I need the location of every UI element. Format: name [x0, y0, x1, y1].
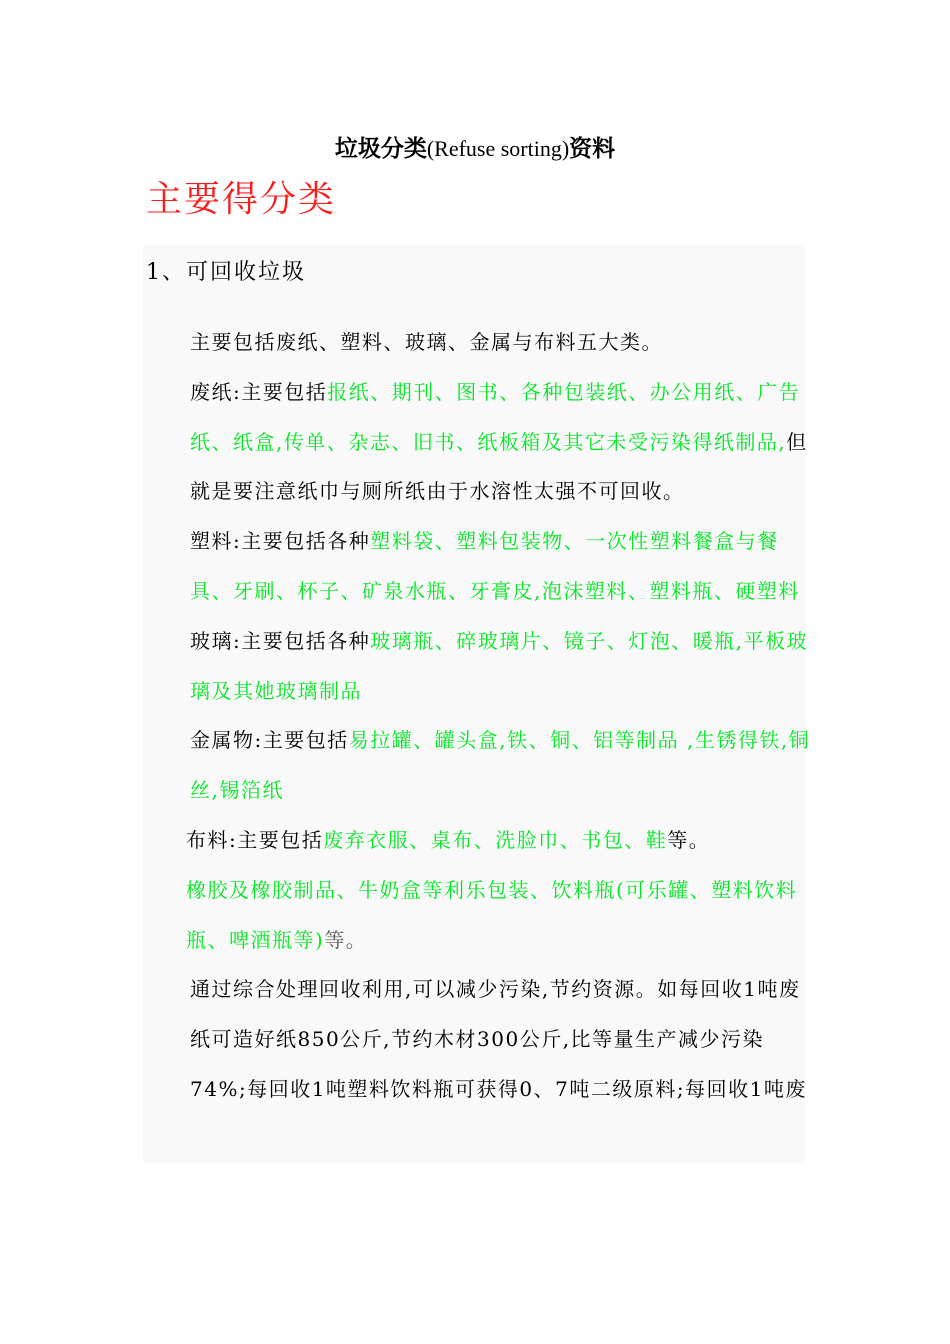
rubber-tail: 等。	[324, 927, 368, 952]
section-heading-recyclable: 1、可回收垃圾	[146, 260, 306, 285]
title-latin-part: (Refuse sorting)	[426, 136, 570, 161]
paper-items: 报纸、期刊、图书、各种包装纸、办公用纸、广告纸、纸盒,传单、杂志、旧书、纸板箱及其它未受污染得纸制品,	[190, 379, 801, 454]
paragraph-benefits: 通过综合处理回收利用,可以减少污染,节约资源。如每回收1吨废纸可造好纸850公斤,节约木材300公斤,比等量生产减少污染74%;每回收1吨塑料饮料瓶可获得0、7吨二级原料;每回收1吨废	[190, 977, 807, 1101]
fabric-lead: 布料:主要包括	[186, 827, 324, 852]
paragraph-fabric	[146, 816, 812, 866]
paper-lead: 废纸:主要包括	[190, 379, 328, 404]
paper-note: 但就是要注意纸巾与厕所纸由于水溶性太强不可回收。	[190, 429, 808, 504]
paragraph-paper	[146, 368, 812, 517]
title-cn-part2: 资料	[569, 135, 616, 162]
metal-items: 易拉罐、罐头盒,铁、铜、铝等制品 ,生锈得铁,铜丝,锡箔纸	[190, 728, 811, 803]
rubber-items: 橡胶及橡胶制品、牛奶盒等利乐包装、饮料瓶(可乐罐、塑料饮料瓶、啤酒瓶等)	[186, 877, 798, 952]
paragraph-overview: 主要包括废纸、塑料、玻璃、金属与布料五大类。	[190, 330, 663, 354]
title-cn-part1: 垃圾分类	[334, 135, 427, 162]
main-heading: 主要得分类	[146, 179, 337, 220]
fabric-items: 废弃衣服、桌布、洗脸巾、书包、鞋	[323, 827, 668, 852]
paragraph-plastic	[146, 517, 812, 617]
plastic-lead: 塑料:主要包括各种	[190, 529, 371, 554]
plastic-items: 塑料袋、塑料包装物、一次性塑料餐盒与餐具、牙刷、杯子、矿泉水瓶、牙膏皮,泡沫塑料、塑料瓶、硬塑料	[190, 529, 800, 603]
metal-lead: 金属物:主要包括	[190, 728, 349, 753]
paragraph-rubber	[146, 866, 812, 966]
body-text	[146, 318, 812, 1115]
glass-lead: 玻璃:主要包括各种	[190, 628, 371, 653]
glass-items: 玻璃瓶、碎玻璃片、镜子、灯泡、暖瓶,平板玻璃及其她玻璃制品	[190, 628, 809, 703]
fabric-tail: 等。	[667, 827, 711, 852]
paragraph-glass	[146, 617, 812, 717]
document-title	[0, 133, 950, 165]
paragraph-metal	[146, 716, 812, 816]
